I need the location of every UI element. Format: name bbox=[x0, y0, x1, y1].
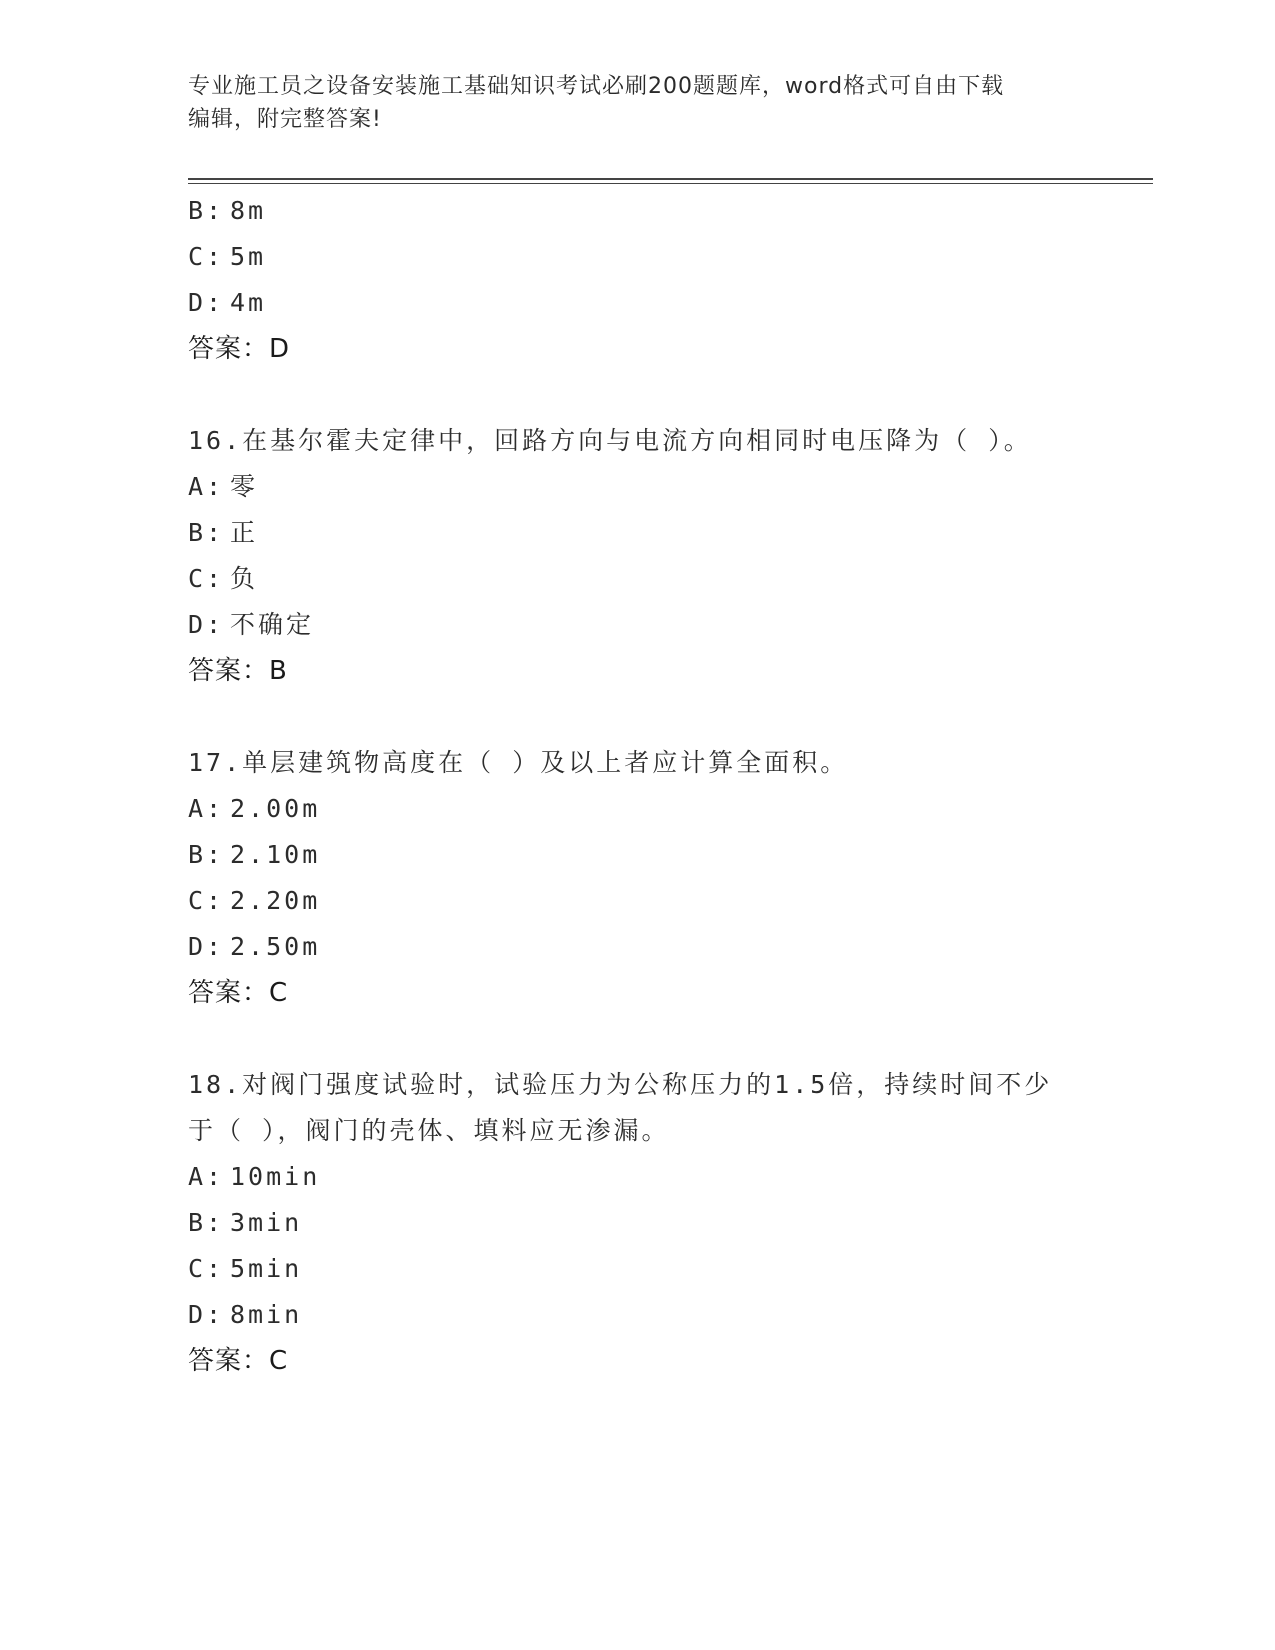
option-text: 2.00m bbox=[230, 794, 321, 823]
option-label: C: bbox=[188, 564, 225, 593]
answer-line: 答案：B bbox=[188, 656, 288, 686]
option-c bbox=[188, 878, 1088, 924]
option-text: 2.20m bbox=[230, 886, 321, 915]
header-divider-thin bbox=[188, 183, 1153, 184]
question-list bbox=[188, 188, 1088, 1384]
document-header bbox=[188, 70, 1088, 136]
option-text: 2.10m bbox=[230, 840, 321, 869]
header-title-line-1: 专业施工员之设备安装施工基础知识考试必刷200题题库，word格式可自由下载 bbox=[188, 74, 1005, 99]
option-label: B: bbox=[188, 518, 225, 547]
option-text: 3min bbox=[230, 1208, 303, 1237]
option-label: B: bbox=[188, 840, 225, 869]
option-text: 4m bbox=[230, 288, 267, 317]
option-text: 2.50m bbox=[230, 932, 321, 961]
option-text: 正 bbox=[230, 518, 259, 547]
option-d bbox=[188, 280, 1088, 326]
question-15-continued bbox=[188, 188, 1088, 372]
answer-line: 答案：C bbox=[188, 978, 289, 1008]
option-label: B: bbox=[188, 196, 225, 225]
option-a bbox=[188, 464, 1088, 510]
option-c bbox=[188, 1246, 1088, 1292]
question-16 bbox=[188, 418, 1088, 694]
question-text-line-1: 18.对阀门强度试验时，试验压力为公称压力的1.5倍，持续时间不少 bbox=[188, 1070, 1053, 1099]
option-label: D: bbox=[188, 1300, 225, 1329]
question-18 bbox=[188, 1062, 1088, 1384]
option-label: C: bbox=[188, 242, 225, 271]
answer-line: 答案：C bbox=[188, 1346, 289, 1376]
option-label: D: bbox=[188, 932, 225, 961]
option-label: A: bbox=[188, 472, 225, 501]
answer-line: 答案：D bbox=[188, 334, 291, 364]
option-text: 零 bbox=[230, 472, 259, 501]
option-b bbox=[188, 832, 1088, 878]
option-b bbox=[188, 1200, 1088, 1246]
question-text: 17.单层建筑物高度在（ ）及以上者应计算全面积。 bbox=[188, 748, 849, 777]
option-a bbox=[188, 1154, 1088, 1200]
question-17 bbox=[188, 740, 1088, 1016]
option-d bbox=[188, 602, 1088, 648]
question-text: 16.在基尔霍夫定律中，回路方向与电流方向相同时电压降为（ ）。 bbox=[188, 426, 1032, 455]
option-label: A: bbox=[188, 794, 225, 823]
option-label: B: bbox=[188, 1208, 225, 1237]
option-text: 负 bbox=[230, 564, 259, 593]
option-label: C: bbox=[188, 886, 225, 915]
option-label: A: bbox=[188, 1162, 225, 1191]
option-text: 8min bbox=[230, 1300, 303, 1329]
spacer bbox=[188, 1016, 1088, 1062]
option-label: D: bbox=[188, 610, 225, 639]
option-text: 5min bbox=[230, 1254, 303, 1283]
spacer bbox=[188, 694, 1088, 740]
option-a bbox=[188, 786, 1088, 832]
option-text: 8m bbox=[230, 196, 267, 225]
option-c bbox=[188, 234, 1088, 280]
option-d bbox=[188, 1292, 1088, 1338]
header-title-line-2: 编辑，附完整答案! bbox=[188, 107, 382, 132]
option-b bbox=[188, 188, 1088, 234]
spacer bbox=[188, 372, 1088, 418]
question-text-line-2: 于（ ），阀门的壳体、填料应无渗漏。 bbox=[188, 1116, 670, 1145]
option-label: C: bbox=[188, 1254, 225, 1283]
option-c bbox=[188, 556, 1088, 602]
option-text: 不确定 bbox=[230, 610, 315, 639]
option-text: 10min bbox=[230, 1162, 321, 1191]
header-divider-thick bbox=[188, 178, 1153, 180]
option-label: D: bbox=[188, 288, 225, 317]
option-b bbox=[188, 510, 1088, 556]
option-d bbox=[188, 924, 1088, 970]
option-text: 5m bbox=[230, 242, 267, 271]
